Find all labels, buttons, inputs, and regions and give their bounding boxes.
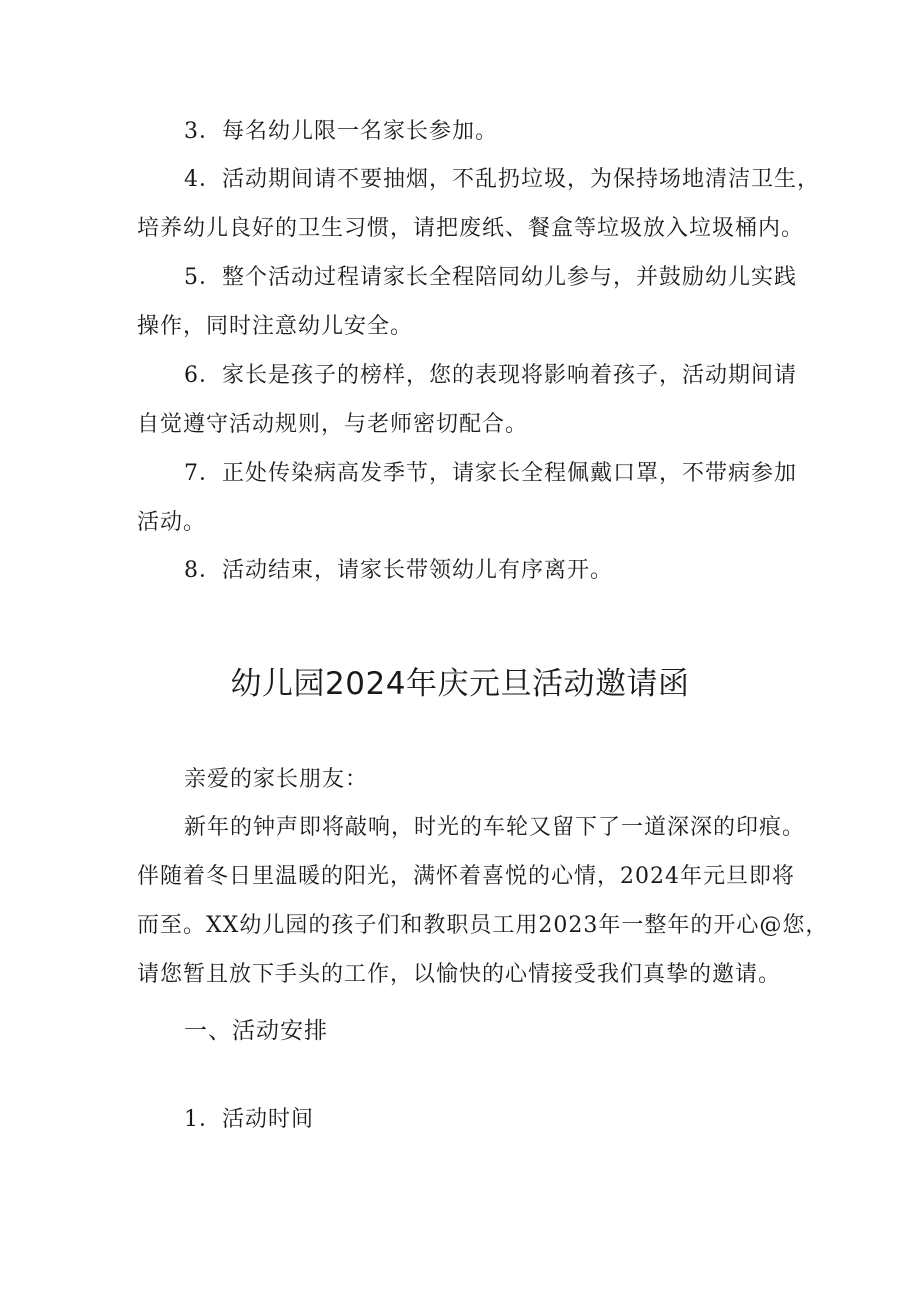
- section-item-activity-time: 1．活动时间: [184, 1107, 314, 1132]
- paragraph-line-3: 而至。XX幼儿园的孩子们和教职员工用2023年一整年的开心@您，: [137, 913, 829, 938]
- rule-item-7-line-2: 活动。: [137, 510, 207, 535]
- greeting: 亲爱的家长朋友：: [184, 767, 369, 792]
- rule-item-6-line-2: 自觉遵守活动规则，与老师密切配合。: [137, 412, 529, 437]
- paragraph-line-2: 伴随着冬日里温暖的阳光，满怀着喜悦的心情，2024年元旦即将: [137, 864, 795, 889]
- rule-item-7-line-1: 7．正处传染病高发季节，请家长全程佩戴口罩，不带病参加: [184, 461, 797, 486]
- rule-item-4-line-1: 4．活动期间请不要抽烟，不乱扔垃圾，为保持场地清洁卫生，: [184, 167, 820, 192]
- rule-item-5-line-2: 操作，同时注意幼儿安全。: [137, 314, 414, 339]
- rule-item-3: 3．每名幼儿限一名家长参加。: [184, 119, 498, 144]
- paragraph-line-4: 请您暂且放下手头的工作，以愉快的心情接受我们真挚的邀请。: [137, 962, 782, 987]
- section-heading-activity-arrangement: 一、活动安排: [184, 1018, 328, 1044]
- rule-item-5-line-1: 5．整个活动过程请家长全程陪同幼儿参与，并鼓励幼儿实践: [184, 265, 797, 290]
- rule-item-8: 8．活动结束，请家长带领幼儿有序离开。: [184, 558, 613, 583]
- paragraph-line-1: 新年的钟声即将敲响，时光的车轮又留下了一道深深的印痕。: [184, 815, 806, 840]
- rule-item-6-line-1: 6．家长是孩子的榜样，您的表现将影响着孩子，活动期间请: [184, 363, 797, 388]
- rule-item-4-line-2: 培养幼儿良好的卫生习惯，请把废纸、餐盒等垃圾放入垃圾桶内。: [137, 216, 805, 241]
- page-title: 幼儿园2024年庆元旦活动邀请函: [230, 666, 690, 702]
